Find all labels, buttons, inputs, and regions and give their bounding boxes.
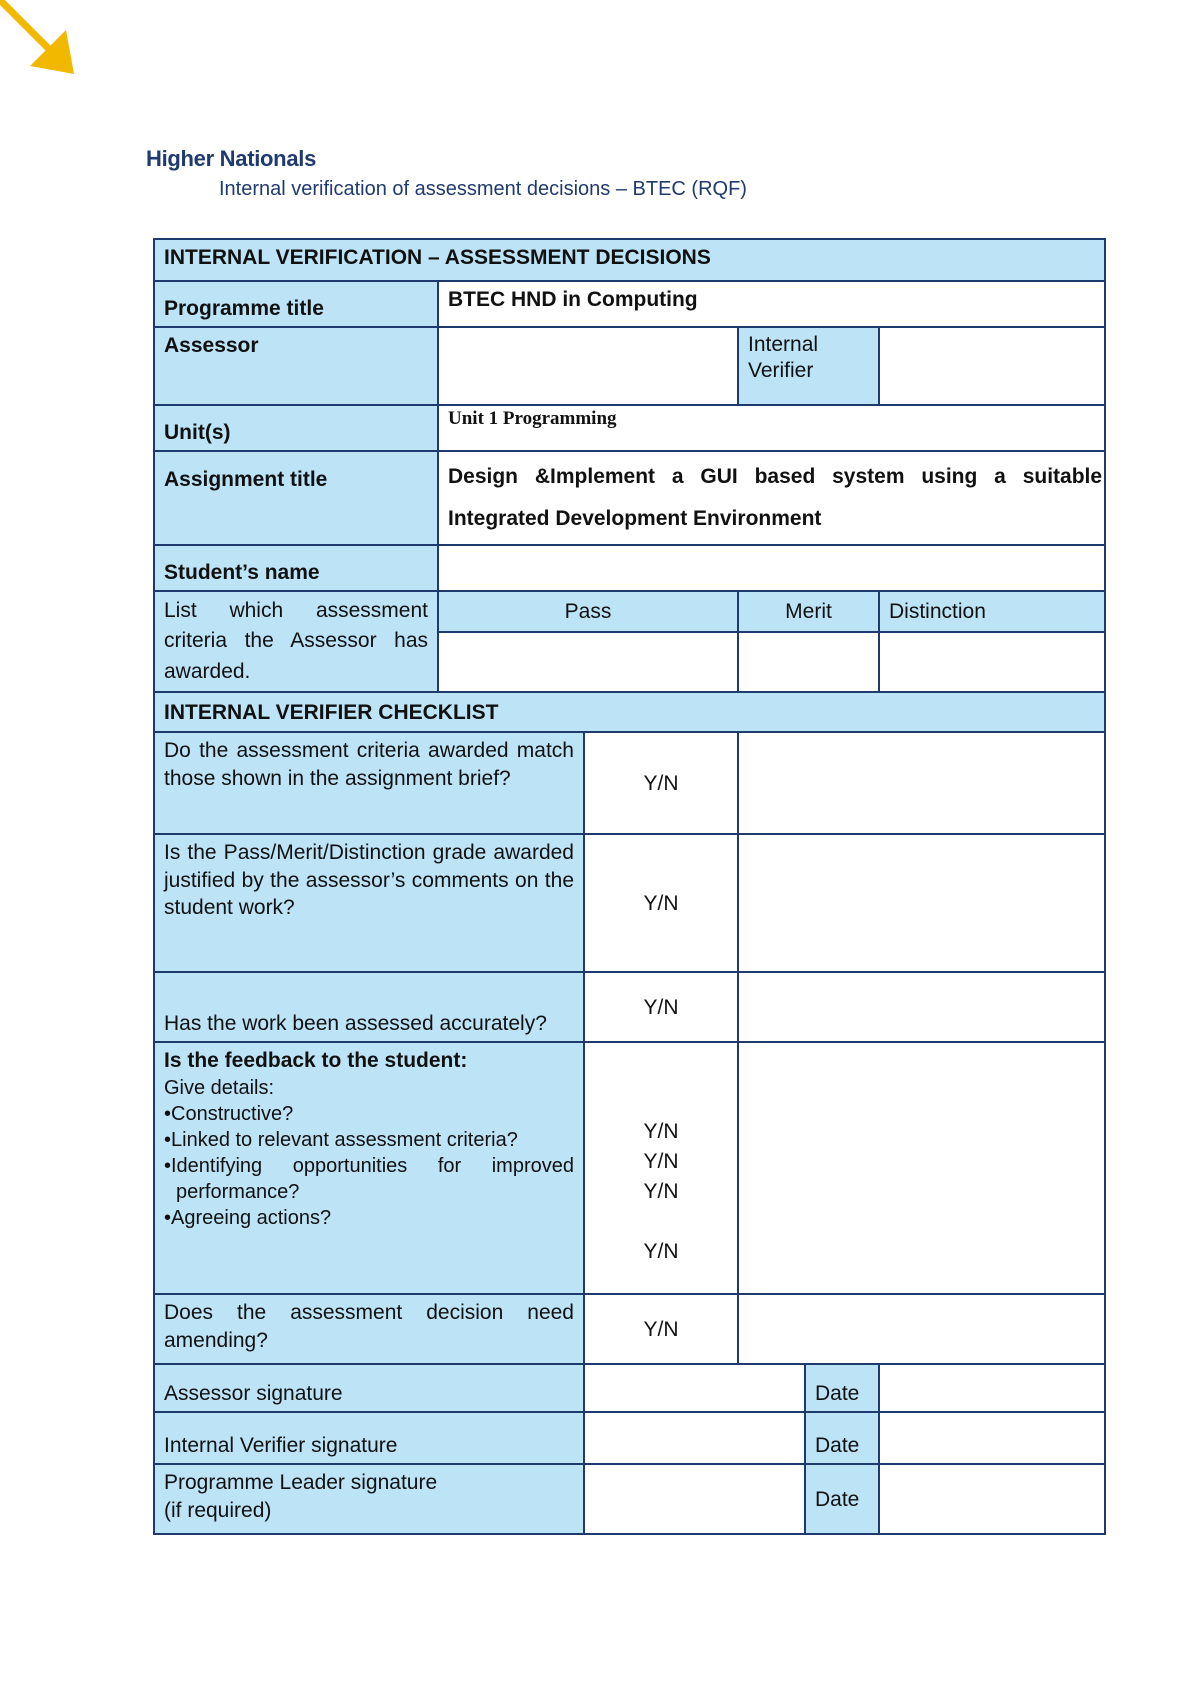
iv-date-field[interactable]	[879, 1412, 1105, 1464]
checklist-q5: Does the assessment decision need amending?	[154, 1294, 584, 1364]
q2-comment-field[interactable]	[738, 834, 1105, 972]
document-subtitle: Internal verification of assessment decisions – BTEC (RQF)	[219, 178, 747, 200]
checklist-q3: Has the work been assessed accurately?	[154, 972, 584, 1042]
pl-signature-line2: (if required)	[164, 1498, 272, 1522]
programme-title-label: Programme title	[154, 281, 438, 327]
pass-field[interactable]	[438, 632, 738, 693]
q4-item-constructive: •Constructive?	[164, 1102, 294, 1125]
section-title-verifier-checklist: INTERNAL VERIFIER CHECKLIST	[154, 692, 1105, 732]
criteria-awarded-label: List which assessment criteria the Assessor has awarded.	[154, 591, 438, 692]
pass-header: Pass	[438, 591, 738, 632]
q5-comment-field[interactable]	[738, 1294, 1105, 1364]
q4-item-actions: •Agreeing actions?	[164, 1206, 332, 1229]
q4-yn-4[interactable]: Y/N	[643, 1240, 679, 1264]
q4-yn-1[interactable]: Y/N	[643, 1120, 679, 1144]
q5-yn[interactable]: Y/N	[584, 1294, 738, 1364]
q3-comment-field[interactable]	[738, 972, 1105, 1042]
pl-date-field[interactable]	[879, 1464, 1105, 1534]
merit-field[interactable]	[738, 632, 879, 693]
q4-yn-cell	[584, 1042, 738, 1294]
pl-signature-field[interactable]	[584, 1464, 805, 1534]
pl-date-label: Date	[805, 1464, 879, 1534]
student-name-label: Student’s name	[154, 545, 438, 591]
distinction-field[interactable]	[879, 632, 1105, 693]
q4-item-opportunities: •Identifying opportunities for improved performance?	[164, 1154, 574, 1203]
pl-signature-line1: Programme Leader signature	[164, 1471, 438, 1495]
q4-title: Is the feedback to the student:	[164, 1049, 468, 1073]
arrow-icon	[0, 0, 80, 80]
assessor-label: Assessor	[154, 327, 438, 405]
distinction-header: Distinction	[879, 591, 1105, 632]
q3-yn[interactable]: Y/N	[584, 972, 738, 1042]
checklist-q2: Is the Pass/Merit/Distinction grade awarded justified by the assessor’s comments on the student work?	[154, 834, 584, 972]
assignment-title-field[interactable]: Design &Implement a GUI based system using a suitable Integrated Development Environment	[438, 451, 1105, 545]
iv-signature-field[interactable]	[584, 1412, 805, 1464]
merit-header: Merit	[738, 591, 879, 632]
unit-field[interactable]: Unit 1 Programming	[438, 405, 1105, 451]
q1-comment-field[interactable]	[738, 732, 1105, 834]
q4-yn-2[interactable]: Y/N	[643, 1150, 679, 1174]
assessor-signature-label: Assessor signature	[154, 1364, 584, 1412]
checklist-q4	[154, 1042, 584, 1294]
student-name-field[interactable]	[438, 545, 1105, 591]
internal-verifier-label: Internal Verifier	[738, 327, 879, 405]
q4-yn-3[interactable]: Y/N	[643, 1180, 679, 1204]
programme-title-field[interactable]: BTEC HND in Computing	[438, 281, 1105, 327]
assessor-date-field[interactable]	[879, 1364, 1105, 1412]
checklist-q1: Do the assessment criteria awarded match those shown in the assignment brief?	[154, 732, 584, 834]
assignment-title-label: Assignment title	[154, 451, 438, 545]
document-title: Higher Nationals	[146, 146, 317, 171]
assessor-signature-field[interactable]	[584, 1364, 805, 1412]
assessor-date-label: Date	[805, 1364, 879, 1412]
q4-item-linked: •Linked to relevant assessment criteria?	[164, 1128, 518, 1151]
units-label: Unit(s)	[154, 405, 438, 451]
pl-signature-label	[154, 1464, 584, 1534]
section-title-assessment-decisions: INTERNAL VERIFICATION – ASSESSMENT DECISIONS	[154, 239, 1105, 281]
verification-form	[153, 238, 1106, 1535]
iv-date-label: Date	[805, 1412, 879, 1464]
q4-comment-field[interactable]	[738, 1042, 1105, 1294]
internal-verifier-field[interactable]	[879, 327, 1105, 405]
q1-yn[interactable]: Y/N	[584, 732, 738, 834]
q2-yn[interactable]: Y/N	[584, 834, 738, 972]
iv-signature-label: Internal Verifier signature	[154, 1412, 584, 1464]
assessor-field[interactable]	[438, 327, 738, 405]
q4-subtitle: Give details:	[164, 1076, 275, 1099]
